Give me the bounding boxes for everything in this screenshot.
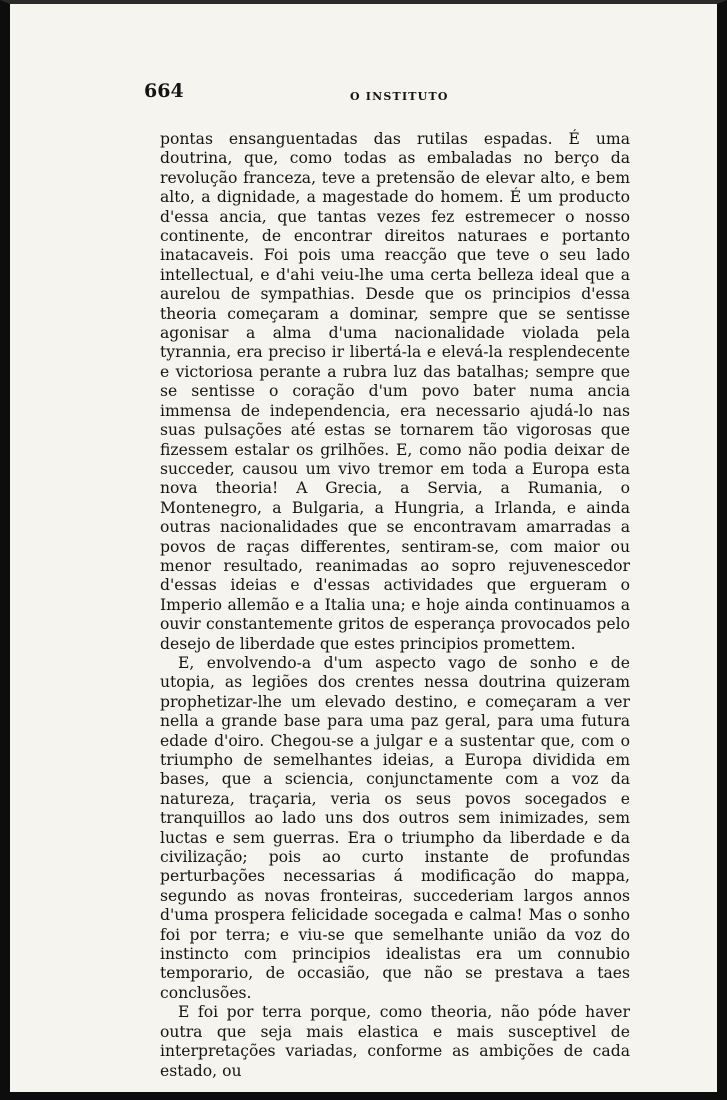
body-text: [160, 130, 630, 1081]
journal-title: O INSTITUTO: [350, 90, 449, 103]
paragraph-2: E, envolvendo-a d'um aspecto vago de sonho e de utopia, as legiões dos crentes nessa doutrina quizeram prophetizar-lhe um elevado destino, e começaram a ver nella a grande base para uma paz geral, para uma futura edade d'oiro. Chegou-se a julgar e a sustentar que, com o triumpho de semelhantes ideias, a Europa dividida em bases, que a sciencia, conjunctamente com a voz da natureza, traçaria, veria os seus povos socegados e tranquillos ao lado uns dos outros sem inimizades, sem luctas e sem guerras. Era o triumpho da liberdade e da civilização; pois ao curto instante de profundas perturbações necessarias á modificação do mappa, segundo as novas fronteiras, succederiam largos annos d'uma prospera felicidade socegada e calma! Mas o sonho foi por terra; e viu-se que semelhante união da voz do instincto com principios idealistas era um connubio temporario, de occasião, que não se prestava a taes conclusões.: [160, 653, 630, 1002]
page-number: 664: [144, 80, 184, 102]
book-page: [144, 78, 630, 1081]
paragraph-3: E foi por terra porque, como theoria, não póde haver outra que seja mais elastica e mais susceptivel de interpretações variadas, conforme as ambições de cada estado, ou: [160, 1003, 630, 1080]
paragraph-1: pontas ensanguentadas das rutilas espadas. É uma doutrina, que, como todas as embaladas no berço da revolução franceza, teve a pretensão de elevar alto, e bem alto, a dignidade, a magestade do homem. É um producto d'essa ancia, que tantas vezes fez estremecer o nosso continente, de encontrar direitos naturaes e portanto inatacaveis. Foi pois uma reacção que teve o seu lado intellectual, e d'ahi veiu-lhe uma certa belleza ideal que a aurelou de sympathias. Desde que os principios d'essa theoria começaram a dominar, sempre que se sentisse agonisar a alma d'uma nacionalidade violada pela tyrannia, era preciso ir libertá-la e elevá-la resplendecente e victoriosa perante a rubra luz das batalhas; sempre que se sentisse o coração d'um povo bater numa ancia immensa de independencia, era necessario ajudá-lo nas suas pulsações até estas se tornarem tão vigorosas que fizessem estalar os grilhões. E, como não podia deixar de succeder, causou um vivo tremor em toda a Europa esta nova theoria! A Grecia, a Servia, a Rumania, o Montenegro, a Bulgaria, a Hungria, a Irlanda, e ainda outras nacionalidades que se encontravam amarradas a povos de raças differentes, sentiram-se, com maior ou menor resultado, reanimadas ao sopro rejuvenescedor d'essas ideias e d'essas actividades que ergueram o Imperio allemão e a Italia una; e hoje ainda continuamos a ouvir constantemente gritos de esperança provocados pelo desejo de liberdade que estes principios promettem.: [160, 130, 630, 653]
running-head: [144, 78, 630, 108]
